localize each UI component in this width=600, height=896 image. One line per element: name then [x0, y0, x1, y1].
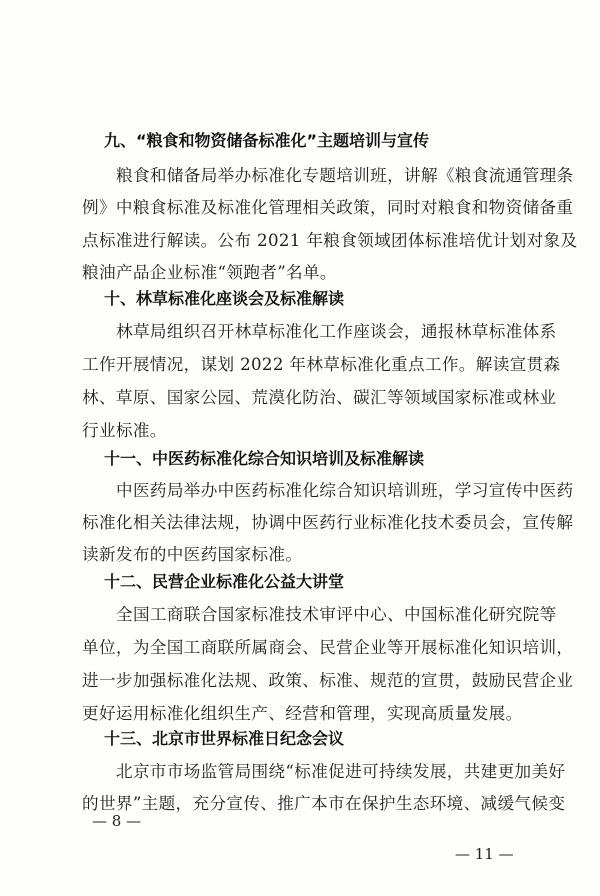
page-number-outer: — 11 — — [455, 845, 514, 863]
section-heading-10: 十、林草标准化座谈会及标准解读 — [104, 289, 345, 308]
section-heading-12: 十二、民营企业标准化公益大讲堂 — [104, 572, 345, 591]
page-number-inner: — 8 — — [92, 812, 142, 830]
paragraph-line: 北京市市场监管局围绕“标准促进可持续发展，共建更加美好 — [116, 762, 566, 781]
paragraph-line: 例》中粮食标准及标准化管理相关政策，同时对粮食和物资储备重 — [82, 198, 574, 217]
section-heading-9: 九、“粮食和物资储备标准化”主题培训与宣传 — [104, 131, 430, 150]
paragraph-line: 更好运用标准化组织生产、经营和管理，实现高质量发展。 — [82, 704, 523, 723]
section-heading-11: 十一、中医药标准化综合知识培训及标准解读 — [104, 449, 425, 468]
paragraph-line: 粮油产品企业标准“领跑者”名单。 — [82, 263, 337, 282]
paragraph-line: 行业标准。 — [82, 421, 167, 440]
paragraph-line: 的世界”主题，充分宣传、推广本市在保护生态环境、减缓气候变 — [82, 794, 566, 813]
paragraph-line: 进一步加强标准化法规、政策、标准、规范的宣贯，鼓励民营企业 — [82, 671, 574, 690]
section-heading-13: 十三、北京市世界标准日纪念会议 — [104, 729, 345, 748]
paragraph-line: 标准化相关法律法规，协调中医药行业标准化技术委员会，宣传解 — [82, 513, 574, 532]
paragraph-line: 中医药局举办中医药标准化综合知识培训班，学习宣传中医药 — [116, 481, 574, 500]
paragraph-line: 工作开展情况，谋划 2022 年林草标准化重点工作。解读宣贯森 — [82, 355, 561, 374]
paragraph-line: 林草局组织召开林草标准化工作座谈会，通报林草标准体系 — [116, 322, 557, 341]
paragraph-line: 读新发布的中医药国家标准。 — [82, 545, 303, 564]
paragraph-line: 单位，为全国工商联所属商会、民营企业等开展标准化知识培训， — [82, 638, 574, 657]
paragraph-line: 全国工商联合国家标准技术审评中心、中国标准化研究院等 — [116, 605, 557, 624]
paragraph-line: 点标准进行解读。公布 2021 年粮食领域团体标准培优计划对象及 — [82, 231, 578, 250]
paragraph-line: 林、草原、国家公园、荒漠化防治、碳汇等领域国家标准或林业 — [82, 388, 557, 407]
paragraph-line: 粮食和储备局举办标准化专题培训班，讲解《粮食流通管理条 — [116, 166, 574, 185]
